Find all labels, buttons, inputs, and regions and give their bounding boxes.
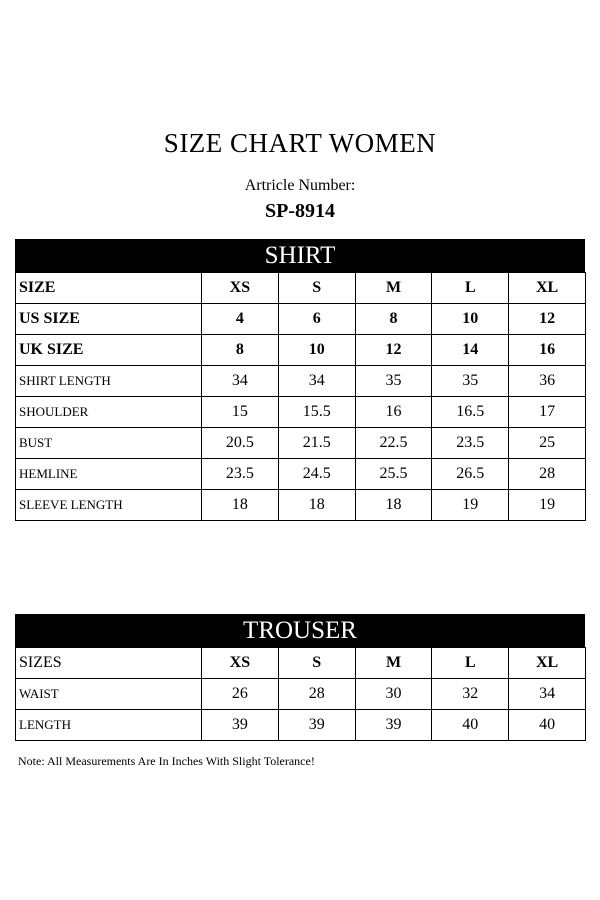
table-cell: 12 [509, 304, 586, 335]
table-cell: 17 [509, 397, 586, 428]
table-cell: 18 [202, 490, 279, 521]
table-cell: 8 [202, 335, 279, 366]
page-title: SIZE CHART WOMEN [163, 128, 437, 158]
table-cell: 21.5 [278, 428, 355, 459]
measurement-note: Note: All Measurements Are In Inches With Slight Tolerance! [18, 754, 315, 768]
table-cell: 40 [432, 710, 509, 741]
trouser-size-table [15, 647, 586, 741]
shirt-section [15, 239, 585, 521]
row-label: US SIZE [16, 304, 202, 335]
table-cell: M [355, 273, 432, 304]
table-cell: 30 [355, 679, 432, 710]
table-cell: L [432, 273, 509, 304]
table-row [16, 710, 586, 741]
table-row [16, 397, 586, 428]
table-row [16, 459, 586, 490]
row-label: LENGTH [16, 710, 202, 741]
table-cell: 25.5 [355, 459, 432, 490]
shirt-header: SHIRT [15, 239, 585, 272]
table-cell: 12 [355, 335, 432, 366]
table-cell: 4 [202, 304, 279, 335]
row-label: BUST [16, 428, 202, 459]
table-cell: 8 [355, 304, 432, 335]
table-cell: 34 [509, 679, 586, 710]
table-cell: 28 [278, 679, 355, 710]
table-cell: 34 [278, 366, 355, 397]
table-cell: 10 [278, 335, 355, 366]
row-label: SHIRT LENGTH [16, 366, 202, 397]
table-cell: 35 [432, 366, 509, 397]
table-cell: M [355, 648, 432, 679]
article-number: SP-8914 [265, 200, 335, 222]
row-label: SLEEVE LENGTH [16, 490, 202, 521]
trouser-section [15, 614, 585, 741]
table-cell: L [432, 648, 509, 679]
table-cell: 32 [432, 679, 509, 710]
table-cell: 19 [432, 490, 509, 521]
row-label: SIZE [16, 273, 202, 304]
table-cell: 26 [202, 679, 279, 710]
table-row [16, 273, 586, 304]
table-cell: 40 [509, 710, 586, 741]
row-label: UK SIZE [16, 335, 202, 366]
table-cell: S [278, 273, 355, 304]
table-cell: XS [202, 273, 279, 304]
table-cell: 16 [509, 335, 586, 366]
article-number-label: Artricle Number: [244, 177, 356, 194]
table-cell: S [278, 648, 355, 679]
table-cell: 25 [509, 428, 586, 459]
table-cell: 15.5 [278, 397, 355, 428]
table-cell: 18 [355, 490, 432, 521]
table-cell: 20.5 [202, 428, 279, 459]
table-row [16, 304, 586, 335]
table-row [16, 366, 586, 397]
table-cell: 28 [509, 459, 586, 490]
table-cell: 24.5 [278, 459, 355, 490]
table-cell: XL [509, 273, 586, 304]
row-label: WAIST [16, 679, 202, 710]
table-cell: 39 [355, 710, 432, 741]
table-cell: XS [202, 648, 279, 679]
shirt-size-table [15, 272, 586, 521]
table-cell: 23.5 [432, 428, 509, 459]
table-row [16, 335, 586, 366]
table-cell: 15 [202, 397, 279, 428]
row-label: SHOULDER [16, 397, 202, 428]
trouser-header: TROUSER [15, 614, 585, 647]
table-cell: 22.5 [355, 428, 432, 459]
table-cell: 6 [278, 304, 355, 335]
table-cell: 16 [355, 397, 432, 428]
table-row [16, 679, 586, 710]
table-cell: 26.5 [432, 459, 509, 490]
table-cell: 14 [432, 335, 509, 366]
table-cell: 16.5 [432, 397, 509, 428]
table-cell: 39 [278, 710, 355, 741]
table-cell: 19 [509, 490, 586, 521]
table-row [16, 428, 586, 459]
table-cell: 23.5 [202, 459, 279, 490]
table-cell: 35 [355, 366, 432, 397]
row-label: HEMLINE [16, 459, 202, 490]
table-row [16, 490, 586, 521]
table-cell: 18 [278, 490, 355, 521]
table-cell: 36 [509, 366, 586, 397]
table-cell: 10 [432, 304, 509, 335]
table-cell: 34 [202, 366, 279, 397]
row-label: SIZES [16, 648, 202, 679]
table-row [16, 648, 586, 679]
table-cell: XL [509, 648, 586, 679]
table-cell: 39 [202, 710, 279, 741]
